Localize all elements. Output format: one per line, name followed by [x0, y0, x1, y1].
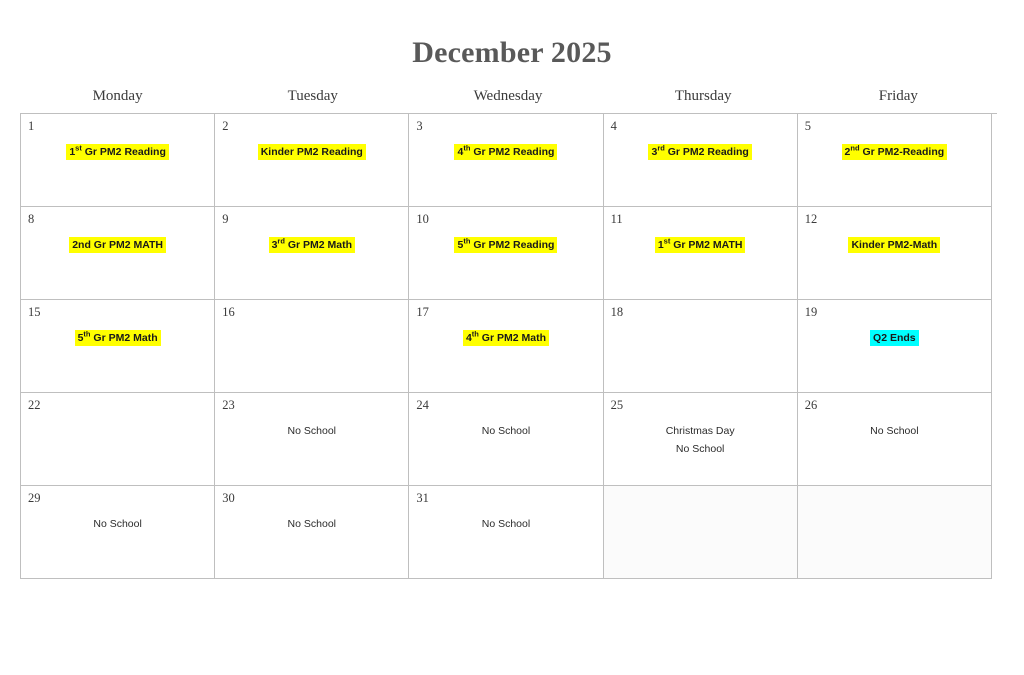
calendar-day-cell[interactable] [409, 207, 603, 300]
calendar-event[interactable]: 2nd Gr PM2-Reading [842, 144, 948, 160]
weekday-label: Thursday [674, 88, 732, 104]
day-events [798, 423, 991, 439]
calendar-event[interactable]: 1st Gr PM2 Reading [66, 144, 169, 160]
day-events [798, 144, 991, 160]
calendar-week-row [21, 114, 997, 207]
calendar-event[interactable]: No School [287, 518, 336, 530]
day-events [215, 516, 408, 532]
day-number: 29 [28, 491, 41, 505]
calendar-day-cell[interactable] [604, 393, 798, 486]
day-number: 24 [416, 398, 429, 412]
calendar-day-cell[interactable] [409, 300, 603, 393]
day-number: 8 [28, 212, 35, 226]
day-events [215, 144, 408, 160]
day-number: 22 [28, 398, 41, 412]
calendar-day-cell[interactable] [798, 114, 992, 207]
weekday-label: Monday [92, 88, 143, 104]
weekday-label: Tuesday [287, 88, 338, 104]
day-events [409, 423, 602, 439]
calendar-event[interactable]: Kinder PM2 Reading [258, 144, 366, 160]
day-events [215, 423, 408, 439]
calendar-day-cell[interactable] [21, 486, 215, 579]
day-events [604, 237, 797, 253]
day-number: 16 [222, 305, 235, 319]
calendar-event[interactable]: No School [675, 443, 725, 455]
calendar-event[interactable]: 4th Gr PM2 Reading [454, 144, 557, 160]
calendar-day-cell[interactable] [604, 114, 798, 207]
day-number: 17 [416, 305, 429, 319]
calendar-day-cell[interactable] [604, 486, 798, 579]
calendar-day-cell[interactable] [21, 300, 215, 393]
day-number: 9 [222, 212, 229, 226]
day-number: 2 [222, 119, 229, 133]
day-events [409, 330, 602, 346]
day-number: 1 [28, 119, 35, 133]
calendar-event[interactable]: No School [481, 425, 531, 437]
calendar-day-cell[interactable] [409, 486, 603, 579]
day-number: 18 [610, 305, 624, 319]
day-events [409, 516, 602, 532]
calendar-event[interactable]: Q2 Ends [870, 330, 919, 346]
day-number: 12 [804, 212, 818, 226]
calendar-day-cell[interactable] [409, 114, 603, 207]
calendar-week-row [21, 207, 997, 300]
day-number: 10 [416, 212, 429, 226]
day-number: 31 [416, 491, 429, 505]
calendar-event[interactable]: No School [287, 425, 336, 437]
day-events [604, 423, 797, 457]
calendar-week-row [21, 393, 997, 486]
calendar-day-cell[interactable] [798, 393, 992, 486]
page-title: December 2025 [412, 36, 612, 69]
weekday-header-row [20, 88, 996, 105]
day-number: 30 [222, 491, 235, 505]
calendar-day-cell[interactable] [798, 207, 992, 300]
calendar-day-cell[interactable] [409, 393, 603, 486]
calendar-day-cell[interactable] [798, 486, 992, 579]
calendar-day-cell[interactable] [215, 393, 409, 486]
calendar-event[interactable]: No School [870, 425, 919, 437]
day-events [21, 516, 214, 532]
weekday-label: Friday [878, 88, 918, 104]
day-number: 4 [610, 119, 617, 133]
calendar-day-cell[interactable] [215, 300, 409, 393]
calendar-event[interactable]: 5th Gr PM2 Math [75, 330, 161, 346]
calendar-event[interactable]: 1st Gr PM2 MATH [655, 237, 746, 253]
day-number: 26 [804, 398, 818, 412]
day-number: 23 [222, 398, 235, 412]
calendar-event[interactable]: 3rd Gr PM2 Reading [648, 144, 751, 160]
calendar-event[interactable]: No School [481, 518, 531, 530]
day-events [21, 330, 214, 346]
day-number: 15 [28, 305, 41, 319]
calendar-event[interactable]: 5th Gr PM2 Reading [454, 237, 557, 253]
calendar-event[interactable]: No School [93, 518, 142, 530]
calendar-day-cell[interactable] [215, 486, 409, 579]
calendar-event[interactable]: Christmas Day [665, 425, 735, 437]
day-number: 11 [610, 212, 623, 226]
day-events [21, 237, 214, 253]
calendar-event[interactable]: 3rd Gr PM2 Math [269, 237, 355, 253]
weekday-label: Wednesday [473, 88, 543, 104]
day-events [798, 330, 991, 346]
calendar-day-cell[interactable] [21, 393, 215, 486]
calendar-event[interactable]: 4th Gr PM2 Math [463, 330, 549, 346]
calendar-grid [20, 113, 997, 579]
day-number: 25 [610, 398, 624, 412]
calendar-event[interactable]: Kinder PM2-Math [848, 237, 940, 253]
calendar-event[interactable]: 2nd Gr PM2 MATH [69, 237, 166, 253]
calendar-day-cell[interactable] [604, 207, 798, 300]
day-number: 5 [804, 119, 811, 133]
day-events [409, 144, 602, 160]
calendar-day-cell[interactable] [604, 300, 798, 393]
day-number: 19 [804, 305, 818, 319]
day-events [21, 144, 214, 160]
calendar-day-cell[interactable] [21, 114, 215, 207]
calendar-day-cell[interactable] [21, 207, 215, 300]
day-events [409, 237, 602, 253]
calendar-week-row [21, 300, 997, 393]
calendar-week-row [21, 486, 997, 579]
day-number: 3 [416, 119, 423, 133]
calendar-day-cell[interactable] [798, 300, 992, 393]
day-events [604, 144, 797, 160]
calendar-day-cell[interactable] [215, 207, 409, 300]
calendar-day-cell[interactable] [215, 114, 409, 207]
day-events [215, 237, 408, 253]
day-events [798, 237, 991, 253]
